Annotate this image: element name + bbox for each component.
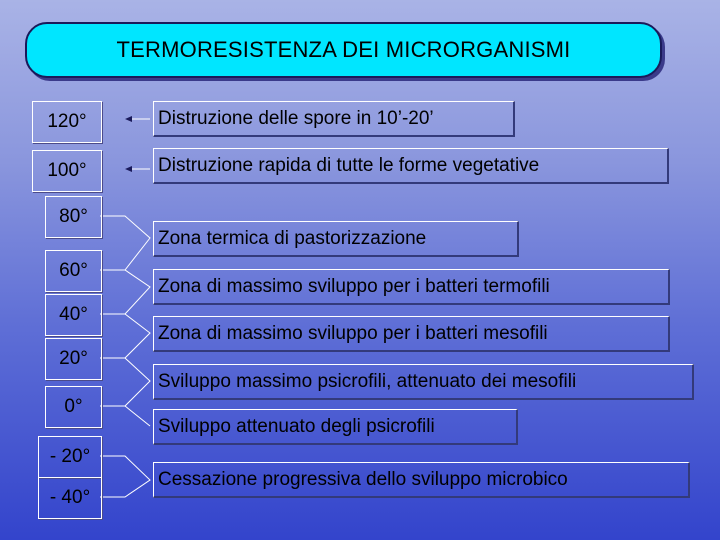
temp-box-minus-20 [38,436,102,478]
zone-label: Zona di massimo sviluppo per i batteri termofili [158,275,550,297]
temp-box-80 [45,196,102,238]
zone-label: Distruzione rapida di tutte le forme vegetative [158,154,540,176]
connector-40-20 [100,314,150,358]
zone-label: Cessazione progressiva dello sviluppo microbico [158,468,568,490]
zone-box-growth-cessation [153,462,690,498]
temp-box-60 [45,250,102,292]
diagram-title: TERMORESISTENZA DEI MICRORGANISMI [116,37,571,62]
zone-box-psychrophiles-attenuated [153,409,518,445]
zone-box-psychrophiles-max [153,364,694,400]
zone-label: Sviluppo attenuato degli psicrofili [158,415,435,437]
temp-label: 20° [59,348,88,369]
temp-box-120 [32,101,102,143]
arrow-head-100 [125,166,132,172]
temp-label: 100° [47,160,87,181]
temp-box-minus-40 [38,477,102,519]
zone-label: Distruzione delle spore in 10’-20’ [158,107,434,129]
connector-80-60 [100,216,150,270]
zone-label: Zona di massimo sviluppo per i batteri mesofili [158,322,548,344]
connector-20-0 [100,358,150,406]
temp-label: - 20° [49,446,91,467]
temp-box-20 [45,338,102,380]
connector-60-40 [100,270,150,314]
zone-box-pasteurization [153,221,519,257]
temp-label: 60° [59,260,88,281]
zone-box-spore-destruction [153,101,515,137]
connector-20-40-neg [100,456,150,497]
zone-box-vegetative-destruction [153,148,669,184]
temp-label: 120° [47,111,87,132]
temp-label: 40° [59,304,88,325]
temp-label: 0° [64,396,83,417]
temp-box-100 [32,150,102,192]
temp-label: 80° [59,206,88,227]
temp-label: - 40° [49,487,91,508]
connector-0 [100,406,150,426]
zone-box-mesophiles [153,316,670,352]
zone-box-thermophiles [153,269,670,305]
zone-label: Sviluppo massimo psicrofili, attenuato dei mesofili [158,370,577,392]
temp-box-0 [45,386,102,428]
temp-box-40 [45,294,102,336]
zone-label: Zona termica di pastorizzazione [158,227,427,249]
arrow-head-120 [125,116,132,122]
